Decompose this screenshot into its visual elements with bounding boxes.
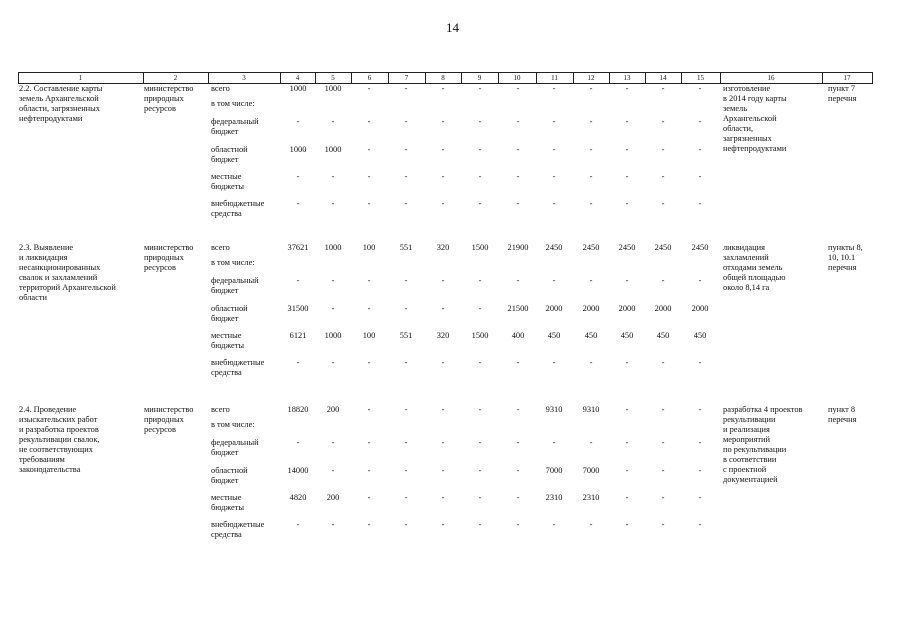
funding-source-label: местные <box>211 493 242 502</box>
funding-source-label: бюджет <box>211 155 239 164</box>
budget-value: - <box>661 84 665 93</box>
budget-value: 320 <box>436 243 450 252</box>
budget-value: - <box>441 493 445 502</box>
budget-value: - <box>625 145 629 154</box>
measure-name-line: требованиям <box>19 455 65 464</box>
budget-value: 14000 <box>287 466 309 475</box>
budget-value: - <box>331 304 335 313</box>
budget-value: - <box>478 199 482 208</box>
budget-value: - <box>625 466 629 475</box>
budget-value: 400 <box>511 331 525 340</box>
funding-source-label: бюджеты <box>211 182 245 191</box>
budget-value: - <box>404 466 408 475</box>
budget-value: - <box>441 199 445 208</box>
budget-value: - <box>404 84 408 93</box>
header-cell: 13 <box>623 74 631 82</box>
expected-result-line: общей площадью <box>723 273 786 282</box>
measure-name-line: и ликвидация <box>19 253 68 262</box>
budget-value: - <box>367 199 371 208</box>
measure-name-line: области <box>19 293 47 302</box>
budget-value: - <box>589 276 593 285</box>
budget-value: - <box>625 438 629 447</box>
measure-name-line: не соответствующих <box>19 445 93 454</box>
expected-result-line: и реализация <box>723 425 770 434</box>
budget-value: - <box>331 466 335 475</box>
budget-value: 18820 <box>287 405 309 414</box>
header-cell: 11 <box>551 74 558 82</box>
budget-value: - <box>441 405 445 414</box>
budget-value: 1500 <box>471 331 489 340</box>
budget-value: - <box>516 117 520 126</box>
budget-value: 100 <box>362 331 376 340</box>
budget-value: - <box>296 276 300 285</box>
budget-value: - <box>625 358 629 367</box>
budget-value: - <box>698 358 702 367</box>
budget-value: - <box>661 466 665 475</box>
budget-value: - <box>516 84 520 93</box>
header-cell: 8 <box>441 74 445 82</box>
budget-value: 21500 <box>507 304 529 313</box>
funding-source-label: средства <box>211 209 242 218</box>
reference-line: перечня <box>828 263 857 272</box>
budget-value: - <box>296 199 300 208</box>
budget-value: - <box>296 117 300 126</box>
budget-value: 2000 <box>691 304 709 313</box>
reference-line: перечня <box>828 94 857 103</box>
measure-name-line: 2.2. Составление карты <box>19 84 103 93</box>
budget-value: - <box>516 199 520 208</box>
budget-value: 320 <box>436 331 450 340</box>
budget-value: - <box>367 358 371 367</box>
budget-value: - <box>552 520 556 529</box>
budget-value: - <box>367 145 371 154</box>
budget-value: 7000 <box>582 466 600 475</box>
funding-source-label: федеральный <box>211 438 259 447</box>
funding-source-label: бюджеты <box>211 341 245 350</box>
budget-value: 2000 <box>618 304 636 313</box>
executor-line: ресурсов <box>144 263 176 272</box>
budget-value: - <box>367 466 371 475</box>
budget-value: - <box>296 172 300 181</box>
budget-value: - <box>478 172 482 181</box>
expected-result-line: Архангельской <box>723 114 777 123</box>
budget-value: - <box>698 493 702 502</box>
budget-value: 1000 <box>289 84 307 93</box>
funding-source-label: бюджет <box>211 286 239 295</box>
budget-value: 450 <box>693 331 707 340</box>
budget-value: 551 <box>399 331 413 340</box>
budget-value: - <box>331 358 335 367</box>
funding-source-label: бюджет <box>211 314 239 323</box>
executor-line: ресурсов <box>144 425 176 434</box>
budget-value: 2450 <box>545 243 563 252</box>
budget-value: 1000 <box>324 331 342 340</box>
budget-value: - <box>404 145 408 154</box>
budget-value: 450 <box>620 331 634 340</box>
budget-value: - <box>589 117 593 126</box>
budget-value: - <box>441 276 445 285</box>
budget-value: - <box>296 358 300 367</box>
budget-value: - <box>331 276 335 285</box>
budget-value: - <box>516 276 520 285</box>
funding-source-label: бюджеты <box>211 503 245 512</box>
measure-name-line: земель Архангельской <box>19 94 99 103</box>
budget-value: 450 <box>584 331 598 340</box>
funding-source-label: в том числе: <box>211 99 255 108</box>
budget-value: - <box>441 172 445 181</box>
budget-value: - <box>661 358 665 367</box>
budget-value: - <box>441 466 445 475</box>
budget-value: - <box>478 117 482 126</box>
header-cell: 17 <box>843 74 851 82</box>
budget-value: 21900 <box>507 243 529 252</box>
budget-value: - <box>478 405 482 414</box>
reference-line: перечня <box>828 415 857 424</box>
budget-value: - <box>516 438 520 447</box>
budget-value: 1000 <box>324 145 342 154</box>
header-cell: 7 <box>404 74 409 82</box>
funding-source-label: бюджет <box>211 448 239 457</box>
budget-value: - <box>625 405 629 414</box>
budget-value: - <box>552 84 556 93</box>
budget-value: - <box>441 145 445 154</box>
budget-value: - <box>589 358 593 367</box>
budget-value: - <box>478 358 482 367</box>
budget-value: 450 <box>656 331 670 340</box>
funding-source-label: всего <box>211 405 230 414</box>
budget-value: 2310 <box>582 493 600 502</box>
expected-result-line: загрязненных <box>723 134 772 143</box>
budget-value: - <box>589 520 593 529</box>
budget-value: 9310 <box>582 405 600 414</box>
funding-source-label: в том числе: <box>211 420 255 429</box>
budget-value: - <box>478 145 482 154</box>
budget-value: 4820 <box>289 493 307 502</box>
budget-value: 6121 <box>289 331 307 340</box>
funding-source-label: областной <box>211 304 248 313</box>
budget-value: - <box>625 276 629 285</box>
reference-line: пункт 8 <box>828 405 856 414</box>
budget-value: 1000 <box>324 84 342 93</box>
budget-value: - <box>589 145 593 154</box>
budget-value: - <box>331 172 335 181</box>
budget-value: - <box>698 199 702 208</box>
budget-value: - <box>516 358 520 367</box>
budget-value: - <box>625 520 629 529</box>
budget-value: - <box>698 84 702 93</box>
expected-result-line: по рекультивации <box>723 445 787 454</box>
budget-value: - <box>478 466 482 475</box>
budget-value: - <box>698 405 702 414</box>
budget-value: - <box>404 172 408 181</box>
budget-value: - <box>441 520 445 529</box>
budget-value: - <box>367 276 371 285</box>
budget-value: - <box>367 405 371 414</box>
budget-value: 2000 <box>582 304 600 313</box>
measure-name-line: законодательства <box>19 465 81 474</box>
budget-value: - <box>367 520 371 529</box>
budget-value: - <box>661 438 665 447</box>
budget-value: - <box>661 493 665 502</box>
budget-value: - <box>552 172 556 181</box>
expected-result-line: документацией <box>723 475 778 484</box>
budget-value: - <box>478 438 482 447</box>
budget-value: - <box>404 405 408 414</box>
budget-value: - <box>661 172 665 181</box>
budget-value: - <box>404 438 408 447</box>
budget-value: - <box>404 199 408 208</box>
budget-value: 2450 <box>654 243 672 252</box>
funding-source-label: всего <box>211 84 230 93</box>
budget-value: - <box>404 117 408 126</box>
budget-value: - <box>661 276 665 285</box>
budget-value: - <box>625 493 629 502</box>
budget-value: 31500 <box>287 304 309 313</box>
budget-value: - <box>478 276 482 285</box>
expected-result-line: рекультивации <box>723 415 776 424</box>
executor-line: природных <box>144 94 184 103</box>
funding-source-label: областной <box>211 466 248 475</box>
budget-value: 7000 <box>545 466 563 475</box>
measure-name-line: 2.3. Выявление <box>19 243 74 252</box>
budget-value: - <box>441 304 445 313</box>
expected-result-line: захламлений <box>723 253 769 262</box>
budget-value: - <box>516 493 520 502</box>
header-column-divider <box>872 72 873 84</box>
measure-name-line: и разработка проектов <box>19 425 99 434</box>
funding-source-label: федеральный <box>211 117 259 126</box>
funding-source-label: в том числе: <box>211 258 255 267</box>
budget-value: 1000 <box>289 145 307 154</box>
header-cell: 5 <box>331 74 335 82</box>
budget-value: - <box>478 520 482 529</box>
funding-source-label: внебюджетные <box>211 520 265 529</box>
funding-source-label: местные <box>211 331 242 340</box>
budget-value: - <box>367 172 371 181</box>
budget-value: 2000 <box>545 304 563 313</box>
budget-value: - <box>296 520 300 529</box>
header-cell: 9 <box>477 74 482 82</box>
expected-result-line: изготовление <box>723 84 771 93</box>
executor-line: ресурсов <box>144 104 176 113</box>
header-cell: 2 <box>173 74 178 82</box>
funding-source-label: средства <box>211 368 242 377</box>
budget-value: - <box>625 172 629 181</box>
budget-value: - <box>698 145 702 154</box>
budget-value: - <box>331 117 335 126</box>
budget-value: - <box>516 405 520 414</box>
budget-value: - <box>441 117 445 126</box>
budget-value: - <box>552 145 556 154</box>
budget-value: - <box>589 199 593 208</box>
budget-value: - <box>478 493 482 502</box>
measure-name-line: изыскательских работ <box>19 415 98 424</box>
budget-value: - <box>441 438 445 447</box>
header-cell: 3 <box>242 74 246 82</box>
budget-value: - <box>516 466 520 475</box>
budget-value: - <box>404 520 408 529</box>
reference-line: пункт 7 <box>828 84 856 93</box>
budget-value: - <box>478 84 482 93</box>
budget-value: - <box>478 304 482 313</box>
executor-line: министерство <box>144 243 194 252</box>
funding-source-label: федеральный <box>211 276 259 285</box>
expected-result-line: около 8,14 га <box>723 283 770 292</box>
budget-value: - <box>661 520 665 529</box>
budget-value: - <box>516 145 520 154</box>
budget-value: - <box>331 520 335 529</box>
budget-value: 551 <box>399 243 413 252</box>
budget-value: - <box>441 358 445 367</box>
reference-line: 10, 10.1 <box>828 253 856 262</box>
budget-value: 100 <box>362 243 376 252</box>
budget-value: - <box>698 172 702 181</box>
header-cell: 16 <box>767 74 775 82</box>
budget-value: - <box>367 84 371 93</box>
expected-result-line: нефтепродуктами <box>723 144 787 153</box>
executor-line: министерство <box>144 84 194 93</box>
budget-value: - <box>698 466 702 475</box>
measure-name-line: 2.4. Проведение <box>19 405 77 414</box>
budget-value: - <box>625 84 629 93</box>
executor-line: природных <box>144 415 184 424</box>
funding-source-label: средства <box>211 530 242 539</box>
header-cell: 15 <box>697 74 704 82</box>
funding-source-label: областной <box>211 145 248 154</box>
budget-value: - <box>698 438 702 447</box>
budget-value: - <box>367 117 371 126</box>
budget-value: - <box>698 520 702 529</box>
expected-result-line: мероприятий <box>723 435 771 444</box>
expected-result-line: области, <box>723 124 754 133</box>
budget-value: - <box>367 304 371 313</box>
budget-value: - <box>552 358 556 367</box>
header-cell: 4 <box>295 74 300 82</box>
measure-name-line: рекультивации свалок, <box>19 435 100 444</box>
header-cell: 10 <box>513 74 521 82</box>
budget-value: 200 <box>326 405 340 414</box>
budget-value: - <box>661 145 665 154</box>
funding-source-label: внебюджетные <box>211 199 265 208</box>
page-number: 14 <box>446 20 459 35</box>
header-cell: 12 <box>587 74 595 82</box>
budget-value: 9310 <box>545 405 563 414</box>
budget-value: - <box>296 438 300 447</box>
budget-value: 1500 <box>471 243 489 252</box>
expected-result-line: ликвидация <box>723 243 765 252</box>
expected-result-line: с проектной <box>723 465 767 474</box>
budget-value: - <box>516 172 520 181</box>
budget-value: - <box>331 438 335 447</box>
measure-name-line: территорий Архангельской <box>19 283 116 292</box>
expected-result-line: в соответствии <box>723 455 777 464</box>
reference-line: пункты 8, <box>828 243 863 252</box>
budget-value: - <box>404 304 408 313</box>
header-cell: 14 <box>659 74 667 82</box>
executor-line: министерство <box>144 405 194 414</box>
funding-source-label: местные <box>211 172 242 181</box>
measure-name-line: свалок и захламлений <box>19 273 98 282</box>
budget-value: - <box>625 199 629 208</box>
budget-value: - <box>404 358 408 367</box>
budget-value: - <box>441 84 445 93</box>
budget-value: - <box>552 438 556 447</box>
budget-value: - <box>625 117 629 126</box>
budget-value: - <box>404 276 408 285</box>
budget-value: - <box>331 199 335 208</box>
budget-value: - <box>698 276 702 285</box>
budget-value: - <box>698 117 702 126</box>
funding-source-label: бюджет <box>211 127 239 136</box>
expected-result-line: в 2014 году карты <box>723 94 787 103</box>
budget-value: 2450 <box>691 243 709 252</box>
funding-source-label: всего <box>211 243 230 252</box>
executor-line: природных <box>144 253 184 262</box>
header-cell: 6 <box>367 74 372 82</box>
expected-result-line: земель <box>723 104 748 113</box>
budget-value: 2000 <box>654 304 672 313</box>
budget-value: - <box>589 84 593 93</box>
budget-value: - <box>404 493 408 502</box>
measure-name-line: несанкционированных <box>19 263 101 272</box>
budget-value: 450 <box>547 331 561 340</box>
budget-value: 2450 <box>582 243 600 252</box>
measure-name-line: области, загрязненных <box>19 104 100 113</box>
budget-value: - <box>661 405 665 414</box>
budget-value: - <box>589 172 593 181</box>
header-cell: 1 <box>78 74 83 82</box>
budget-value: - <box>516 520 520 529</box>
funding-source-label: бюджет <box>211 476 239 485</box>
budget-value: - <box>589 438 593 447</box>
budget-value: 37621 <box>287 243 309 252</box>
budget-value: - <box>367 493 371 502</box>
budget-value: - <box>552 117 556 126</box>
budget-value: 2310 <box>545 493 563 502</box>
budget-value: - <box>552 199 556 208</box>
budget-value: - <box>552 276 556 285</box>
funding-source-label: внебюджетные <box>211 358 265 367</box>
expected-result-line: разработка 4 проектов <box>723 405 803 414</box>
budget-value: - <box>661 117 665 126</box>
budget-value: - <box>367 438 371 447</box>
measure-name-line: нефтепродуктами <box>19 114 83 123</box>
budget-value: 200 <box>326 493 340 502</box>
budget-value: 1000 <box>324 243 342 252</box>
budget-value: - <box>661 199 665 208</box>
header-rule <box>18 72 872 73</box>
budget-value: 2450 <box>618 243 636 252</box>
expected-result-line: отходами земель <box>723 263 783 272</box>
